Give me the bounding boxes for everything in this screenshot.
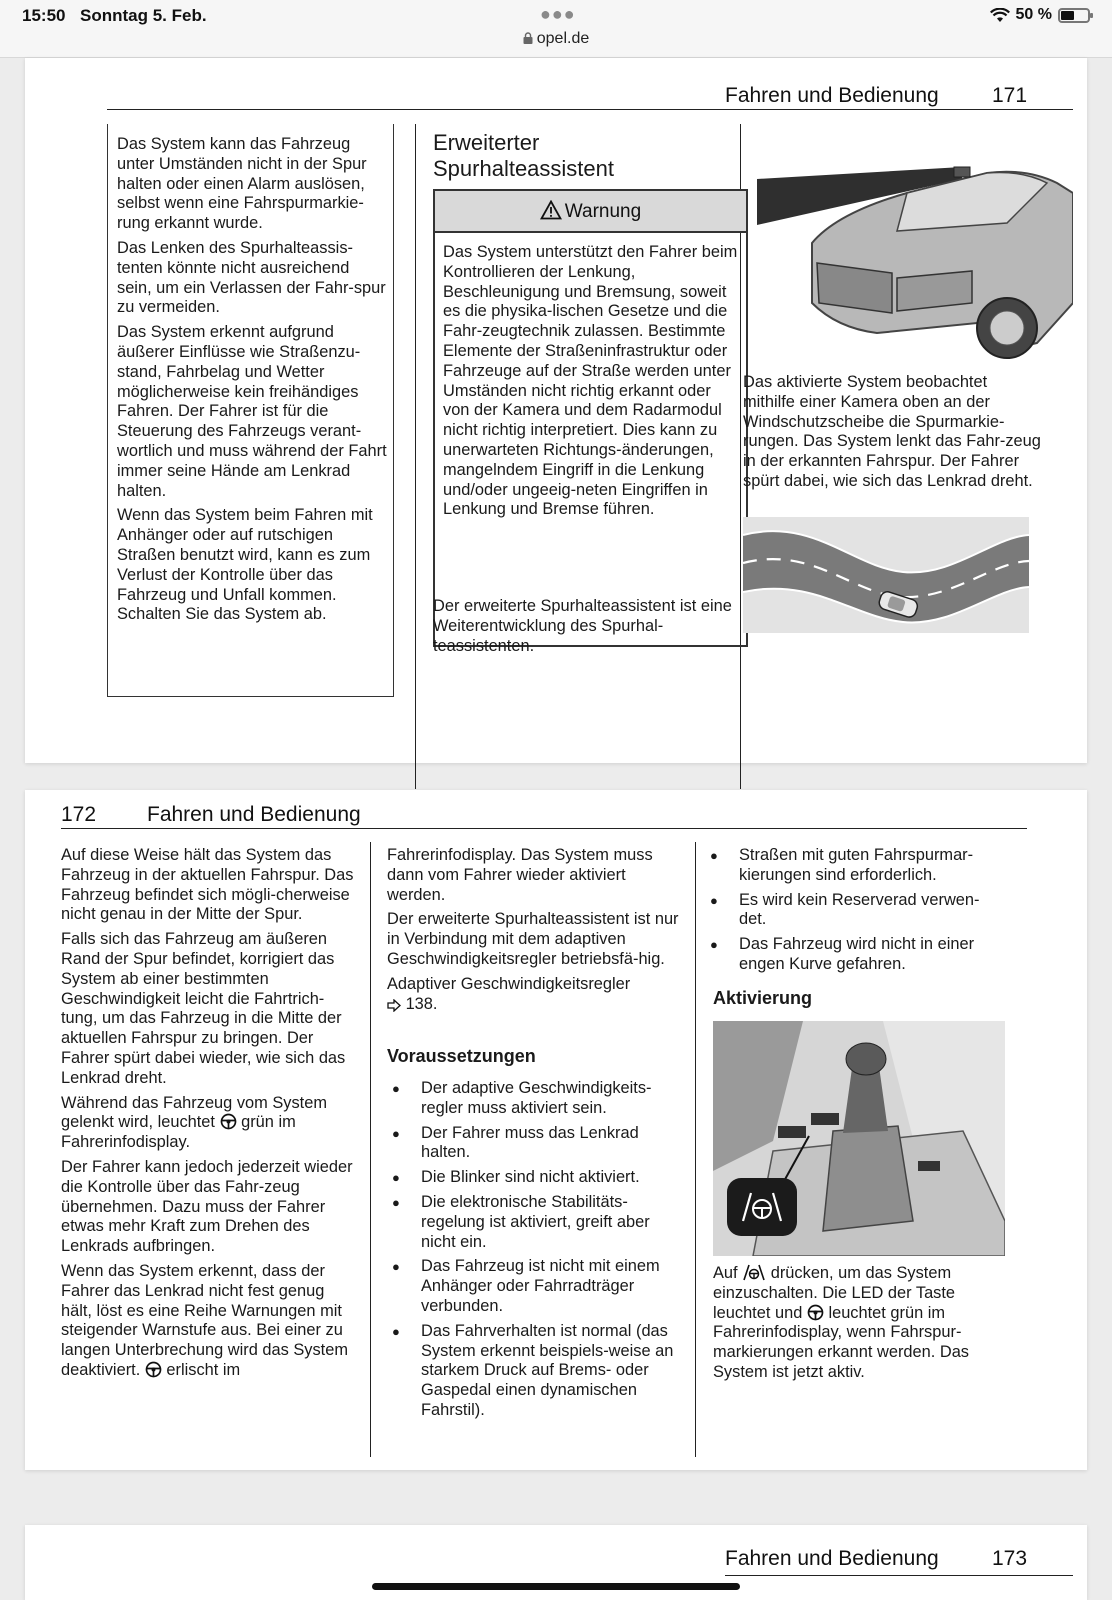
url-text: opel.de [536,30,590,47]
home-indicator[interactable] [372,1583,740,1590]
cross-reference-page: 138. [405,994,438,1013]
camera-description: Das aktivierte System beobachtet mithilfe einer Kamera oben an der Windschutzscheibe die Spurmarkie-rungen. Das System lenkt das Fahr-zeug in der erkannten Fahrspur. Der Fahrer spürt dabei, wie sich das Lenkrad dreht. [743,373,1041,490]
page-header-title: Fahren und Bedienung [725,84,939,107]
list-item: ● Es wird kein Reserverad verwen-det. [705,891,1005,931]
status-date: Sonntag 5. Feb. [80,6,207,25]
lane-road-illustration [743,517,1029,633]
list-item: ● Die Blinker sind nicht aktiviert. [387,1168,687,1188]
warning-header [435,191,746,233]
paragraph [61,1094,359,1153]
page-number: 172 [61,803,97,826]
section-heading: Erweiterter Spurhalteassistent [433,130,614,181]
wifi-icon [990,8,1010,23]
list-item: ● Straßen mit guten Fahrspurmar-kierungen sind erforderlich. [705,846,1005,886]
steering-wheel-icon [807,1304,824,1321]
activation-text-part: Auf [713,1264,738,1282]
description-text: Der erweiterte Spurhalteassistent ist eine Weiterentwicklung des Spurhal-teassistenten. [433,597,732,655]
paragraph-text: Wenn das System erkennt, dass der Fahrer das Lenkrad nicht fest genug hält, löst es eine Reihe Warnungen mit steigender Warnstufe aus. Bei einer zu langen Unterbrechung wird das System deaktiviert. [61,1261,348,1379]
list-item: ● Der Fahrer muss das Lenkrad halten. [387,1124,687,1164]
requirements-heading: Voraussetzungen [387,1046,536,1066]
warning-title: Warnung [564,201,642,222]
battery-icon [1058,8,1090,23]
cross-reference[interactable] [387,975,687,1015]
list-item: ● Der adaptive Geschwindigkeits-regler muss aktiviert sein. [387,1079,687,1119]
column-3-list [705,846,1005,980]
list-item: ● Das Fahrzeug wird nicht in einer engen Kurve gefahren. [705,935,1005,975]
list-item: ● Das Fahrverhalten ist normal (das System erkennt beispiels-weise an starkem Druck auf Brems- oder Gaspedal einen dynamischen Fahrstil). [387,1322,687,1421]
warning-box [433,189,748,647]
page-header-title: Fahren und Bedienung [147,803,361,826]
header-rule [725,1575,1073,1576]
caution-paragraph: Das Lenken des Spurhalteassis-tenten könnte nicht ausreichend sein, um ein Verlassen der Fahr-spur zu vermeiden. [117,238,386,317]
lane-assist-icon [742,1264,766,1281]
steering-wheel-icon [145,1361,162,1378]
caution-paragraph: Das System kann das Fahrzeug unter Umständen nicht in der Spur halten oder einen Alarm auslösen, selbst wenn eine Fahrspurmarkie-rung erkannt wurde. [117,135,367,233]
paragraph: Der Fahrer kann jedoch jederzeit wieder die Kontrolle über das Fahr-zeug übernehmen. Dazu muss der Fahrer etwas mehr Kraft zum Drehen des Lenkrads aufbringen. [61,1157,353,1256]
paragraph [61,1262,359,1381]
page-header-title: Fahren und Bedienung [725,1547,939,1570]
page-number: 173 [992,1547,1028,1570]
caution-paragraph: Wenn das System beim Fahren mit Anhänger oder auf rutschigen Straßen benutzt wird, kann es zum Verlust der Kontrolle über das Fahrzeug und Unfall kommen. Schalten Sie das System ab. [117,506,373,624]
paragraph: Falls sich das Fahrzeug am äußeren Rand der Spur befindet, korrigiert das System ab einer bestimmten Geschwindigkeit leicht die Fahrtrich-tung, um das Fahrzeug in die Mitte der aktuellen Fahrspur zu bringen. Der Fahrer spürt dabei wieder, wie sich das Lenkrad dreht. [61,930,346,1087]
list-item: ● Das Fahrzeug ist nicht mit einem Anhänger oder Fahrradträger verbunden. [387,1257,687,1316]
steering-wheel-icon [220,1113,237,1130]
activation-text-part: drücken, um das System einzuschalten. Die LED der Taste leuchtet und [713,1264,956,1322]
requirements-list [387,1079,687,1426]
column-2-text [387,846,687,1019]
manual-page-171 [25,58,1087,763]
paragraph-text: erlischt im [166,1360,241,1379]
column-divider [415,124,416,789]
paragraph: Auf diese Weise hält das System das Fahrzeug in der aktuellen Fahrspur. Das Fahrzeug befindet sich mögli-cherweise nicht genau in der Mitte der Spur. [61,846,354,924]
cross-reference-text: Adaptiver Geschwindigkeitsregler [387,974,631,993]
manual-page-172 [25,790,1087,1470]
more-dots-icon[interactable]: ●●● [540,4,576,24]
header-rule [61,828,1027,829]
status-right [990,6,1090,24]
console-button-illustration [713,1021,1005,1256]
column-divider [370,842,371,1457]
battery-percent: 50 % [1015,6,1052,23]
page-number: 171 [992,84,1028,107]
activation-text [713,1264,1005,1383]
activation-heading: Aktivierung [713,988,813,1008]
column-divider [695,842,696,1457]
lock-icon [523,32,533,44]
car-camera-illustration [757,153,1073,373]
status-time: 15:50 [22,6,66,25]
paragraph-text: Während das Fahrzeug vom System gelenkt wird, leuchtet [61,1093,328,1132]
list-item: ● Die elektronische Stabilitäts-regelung ist aktiviert, greift aber nicht ein. [387,1193,687,1252]
caution-paragraph: Das System erkennt aufgrund äußerer Einflüsse wie Straßenzu-stand, Fahrbelag und Wetter möglicherweise kein freihändiges Fahren. Der Fahrer ist für die Steuerung des Fahrzeugs verant-wortlich und muss während der Fahrt immer seine Hände am Lenkrad halten. [117,323,387,500]
status-bar [0,0,1112,58]
warning-triangle-icon [540,200,562,220]
paragraph-text: grün im Fahrerinfodisplay. [61,1113,296,1152]
reference-arrow-icon [387,999,401,1012]
activation-text-part: leuchtet grün im Fahrerinfodisplay, wenn Fahrspur-markierungen erkannt werden. Das System ist jetzt aktiv. [713,1303,970,1381]
paragraph: Der erweiterte Spurhalteassistent ist nur in Verbindung mit dem adaptiven Geschwindigkeitsregler betriebsfä-hig. [387,910,679,968]
warning-text: Das System unterstützt den Fahrer beim Kontrollieren der Lenkung, Beschleunigung und Bremsung, soweit es die physika-lischen Gesetze und die Fahr-zeugtechnik zulassen. Bestimmte Elemente der Straßeninfrastruktur oder Fahrzeuge auf der Straße werden unter Umständen nicht richtig erkannt oder von der Kamera und dem Radarmodul nicht richtig interpretiert. Dies kann zu unerwarteten Richtungs-änderungen, mangelndem Eingriff in die Lenkung und/oder ungeeig-neten Eingriffen in Lenkung und Bremse führen. [443,243,738,519]
paragraph: Fahrerinfodisplay. Das System muss dann vom Fahrer wieder aktiviert werden. [387,846,653,904]
header-rule [107,109,1073,110]
address-bar[interactable] [0,30,1112,48]
column-1-text [61,846,359,1386]
caution-text [117,135,387,630]
